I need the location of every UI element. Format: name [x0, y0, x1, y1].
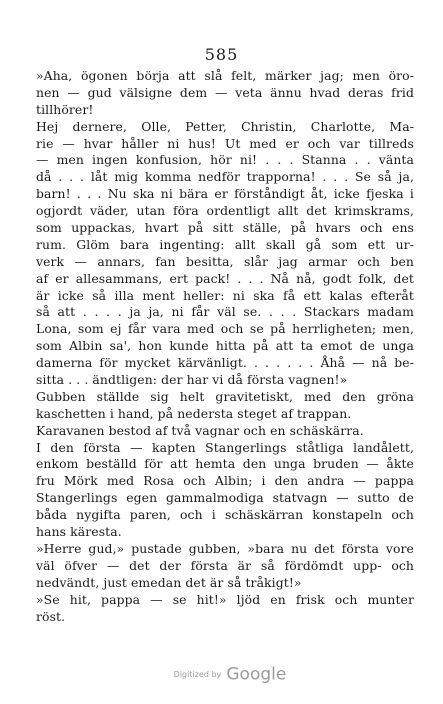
page-number: 585 — [204, 45, 239, 64]
text-line: verk — annars, fan besitta, slår jag armar och ben — [36, 253, 414, 269]
text-line: »Herre gud,» pustade gubben, »bara nu det första vore — [36, 540, 414, 556]
text-line: Lona, som ej får vara med och se på herrligheten; men, — [36, 321, 414, 337]
text-line: damerna för mycket kärvänligt. . . . . . . Åhå — nå be- — [36, 355, 414, 371]
text-line: — men ingen konfusion, hör ni! . . . Stanna . . vänta — [36, 152, 414, 168]
text-line: Karavanen bestod af två vagnar och en schäskärra. — [36, 422, 364, 438]
text-line: båda nygifta paren, och i schäskärran konstapeln och — [36, 507, 414, 523]
watermark-prefix: Digitized by — [173, 670, 222, 679]
text-line: hans käresta. — [36, 524, 122, 540]
text-line: röst. — [36, 608, 66, 624]
digitized-by-google-watermark — [170, 664, 290, 685]
text-line: rie — hvar håller ni hus! Ut med er och var tillreds — [36, 135, 414, 151]
text-line: nedvändt, just emedan det är så tråkigt!» — [36, 574, 302, 590]
text-line: fru Mörk med Rosa och Albin; i den andra — pappa — [36, 473, 414, 489]
text-line: rum. Glöm bara ingenting: allt skall gå som ett ur- — [36, 236, 414, 252]
text-line: är icke så illa ment heller: ni ska få ett kalas efteråt — [36, 287, 414, 303]
text-line: af er allesammans, ert pack! . . . Nå nå, godt folk, det — [36, 270, 414, 286]
text-line: Stangerlings egen gammalmodiga statvagn — sutto de — [36, 490, 414, 506]
text-line: sitta . . . ändtligen: der har vi då första vagnen!» — [36, 372, 348, 388]
text-line: då . . . låt mig komma nedför trapporna! . . . Se så ja, — [36, 169, 414, 185]
text-line: I den första — kapten Stangerlings ståtliga landålett, — [36, 439, 414, 455]
text-line: ogjordt väder, utan föra ordentligt allt det krimskrams, — [36, 203, 414, 219]
text-line: som uppackas, hvart på sitt ställe, på hvars och ens — [36, 220, 414, 236]
text-line: enkom beställd för att hemta den unga bruden — åkte — [36, 456, 414, 472]
watermark-brand: Google — [226, 664, 287, 685]
text-line: Hej dernere, Olle, Petter, Christin, Charlotte, Ma- — [36, 118, 414, 134]
body-text — [36, 68, 414, 625]
text-line: kaschetten i hand, på nedersta steget af trappan. — [36, 405, 352, 421]
text-line: barn! . . . Nu ska ni bära er förståndigt åt, icke fjeska i — [36, 186, 414, 202]
text-line: tillhörer! — [36, 101, 94, 117]
text-line: som Albin sa', hon kunde hitta på att ta emot de unga — [36, 338, 414, 354]
text-line: Gubben ställde sig helt gravitetiskt, med den gröna — [36, 388, 414, 404]
text-line: väl öfver — det der första är så fördömdt upp- och — [36, 557, 414, 573]
text-line: så att . . . . ja ja, ni får väl se. . . . Stackars madam — [36, 304, 414, 320]
text-line: »Se hit, pappa — se hit!» ljöd en frisk och munter — [36, 591, 414, 607]
text-line: »Aha, ögonen börja att slå felt, märker jag; men öro- — [36, 68, 414, 83]
text-line: nen — gud välsigne dem — veta ännu hvad deras frid — [36, 84, 414, 100]
